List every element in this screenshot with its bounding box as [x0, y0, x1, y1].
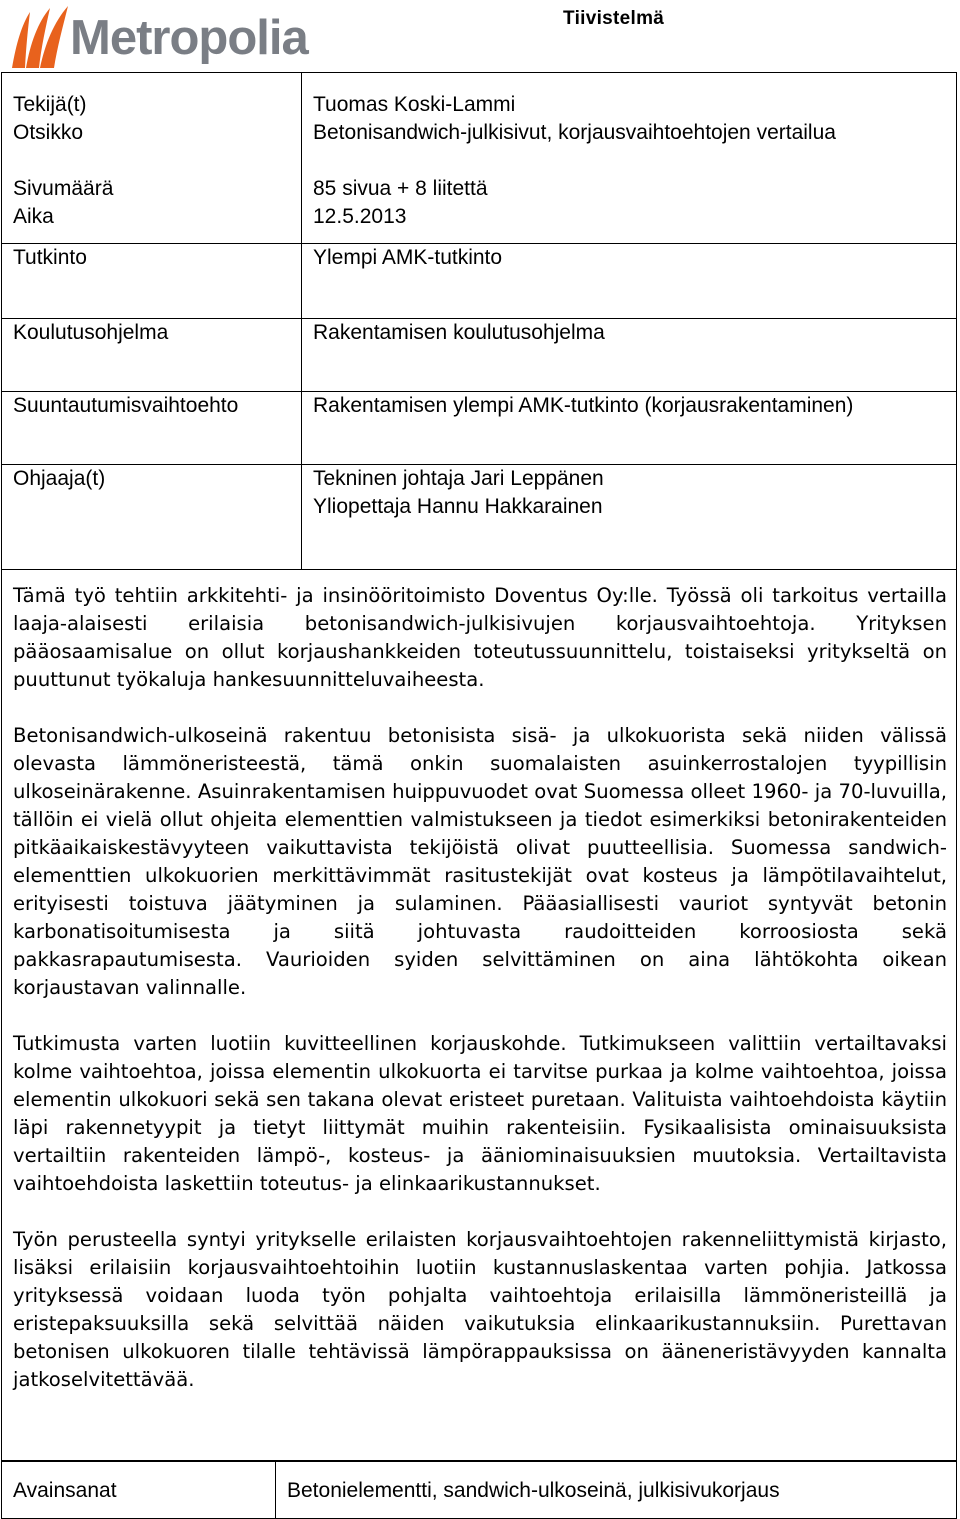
abstract-paragraph-1: Tämä työ tehtiin arkkitehti- ja insinööritoimisto Doventus Oy:lle. Työssä oli tarkoitus vertailla laaja-alaisesti erilaisia betonisandwich-julkisivujen korjausvaihtoehtoja. Yrityksen pääosaamisalue on ollut korjaushankkeiden toteutussuunnittelu, toistaiseksi yritykseltä on puuttunut työkaluja hankesuunnitteluvaiheesta.: [13, 584, 947, 691]
specialisation-value: Rakentamisen ylempi AMK-tutkinto (korjausrakentaminen): [302, 392, 957, 465]
abstract-paragraph-3: Tutkimusta varten luotiin kuvitteellinen korjauskohde. Tutkimukseen valittiin vertailtavaksi kolme vaihtoehtoa, joissa elementin ulkokuorta ei tarvitse purkaa ja kolme vaihtoehtoa, joissa elementin ulkokuori sekä sen takana olevat eristeet puretaan. Valituista vaihtoehdoista käytiin läpi rakennetyypit ja tietyt liittymät muihin rakenteisiin. Fysikaalisista ominaisuuksista vertailtiin rakenteiden lämpö-, kosteus- ja ääniominaisuuksien muutoksia. Vertailtavista vaihtoehdoista laskettiin toteutus- ja elinkaarikustannukset.: [13, 1032, 947, 1195]
date-value: 12.5.2013: [313, 205, 407, 228]
metropolia-logo: [8, 4, 328, 70]
supervisors-value: [302, 465, 957, 570]
meta-labels-cell: [2, 73, 302, 244]
author-value: Tuomas Koski-Lammi: [313, 93, 516, 116]
pages-value: 85 sivua + 8 liitettä: [313, 177, 488, 200]
keywords-value: Betonielementti, sandwich-ulkoseinä, julkisivukorjaus: [276, 1462, 957, 1519]
keywords-label: Avainsanat: [2, 1462, 276, 1519]
supervisor-2: Yliopettaja Hannu Hakkarainen: [313, 495, 603, 518]
pages-label: Sivumäärä: [13, 177, 114, 200]
author-label: Tekijä(t): [13, 93, 87, 116]
abstract-body: [1, 568, 957, 1461]
date-label: Aika: [13, 205, 54, 228]
abstract-paragraph-2: Betonisandwich-ulkoseinä rakentuu betonisista sisä- ja ulkokuorista sekä niiden välissä olevasta lämmöneristeestä, tämä onkin suomalaisten asuinkerrostalojen tyypillisin ulkoseinärakenne. Asuinrakentamisen huippuvuodet ovat Suomessa olleet 1960- ja 70-luvuilla, tällöin ei vielä ollut ohjeita elementtien valmistukseen ja tiedot esimerkiksi betonirakenteiden pitkäaikaiskestävyyteen vaikuttavista tekijöistä olivat puutteellisia. Suomessa sandwich-elementtien ulkokuorien merkittävimmät rasitustekijät ovat kosteus ja lämpötilavaihtelut, erityisesti toistuva jäätyminen ja sulaminen. Pääasiallisesti vauriot syntyvät betonin karbonatisoitumisesta ja siitä johtuvasta raudoitteiden korroosiosta sekä pakkasrapautumisesta. Vaurioiden syiden selvittäminen on aina lähtökohta oikean korjaustavan valinnalle.: [13, 724, 947, 999]
supervisors-label: Ohjaaja(t): [2, 465, 302, 570]
keywords-table: [1, 1461, 957, 1519]
thesis-info-table: [1, 72, 957, 570]
meta-values-cell: [302, 73, 957, 244]
supervisor-1: Tekninen johtaja Jari Leppänen: [313, 467, 604, 490]
programme-label: Koulutusohjelma: [2, 319, 302, 392]
logo-swoosh-icon: [8, 4, 78, 70]
document-type: Tiivistelmä: [563, 8, 665, 29]
programme-value: Rakentamisen koulutusohjelma: [302, 319, 957, 392]
abstract-paragraph-4: Työn perusteella syntyi yritykselle erilaisten korjausvaihtoehtojen rakenneliittymistä kirjasto, lisäksi erilaisiin korjausvaihtoehtoihin luotiin kustannuslaskentaa varten pohjia. Jatkossa yrityksessä voidaan luoda työn pohjalta vaihtoehtoja erilaisilla lämmöneristeillä ja eristepaksuuksilla sekä selvittää näiden vaikutuksia elinkaarikustannuksiin. Purettavan betonisen ulkokuoren tilalle tehtävissä lämpörappauksissa on ääneneristävyyden kannalta jatkoselvitettävää.: [13, 1228, 947, 1391]
logo-text: Metropolia: [70, 11, 308, 65]
title-label: Otsikko: [13, 121, 84, 144]
specialisation-label: Suuntautumisvaihtoehto: [2, 392, 302, 465]
degree-label: Tutkinto: [2, 244, 302, 319]
title-value: Betonisandwich-julkisivut, korjausvaihtoehtojen vertailua: [313, 121, 836, 144]
degree-value: Ylempi AMK-tutkinto: [302, 244, 957, 319]
page-header: [0, 0, 960, 72]
